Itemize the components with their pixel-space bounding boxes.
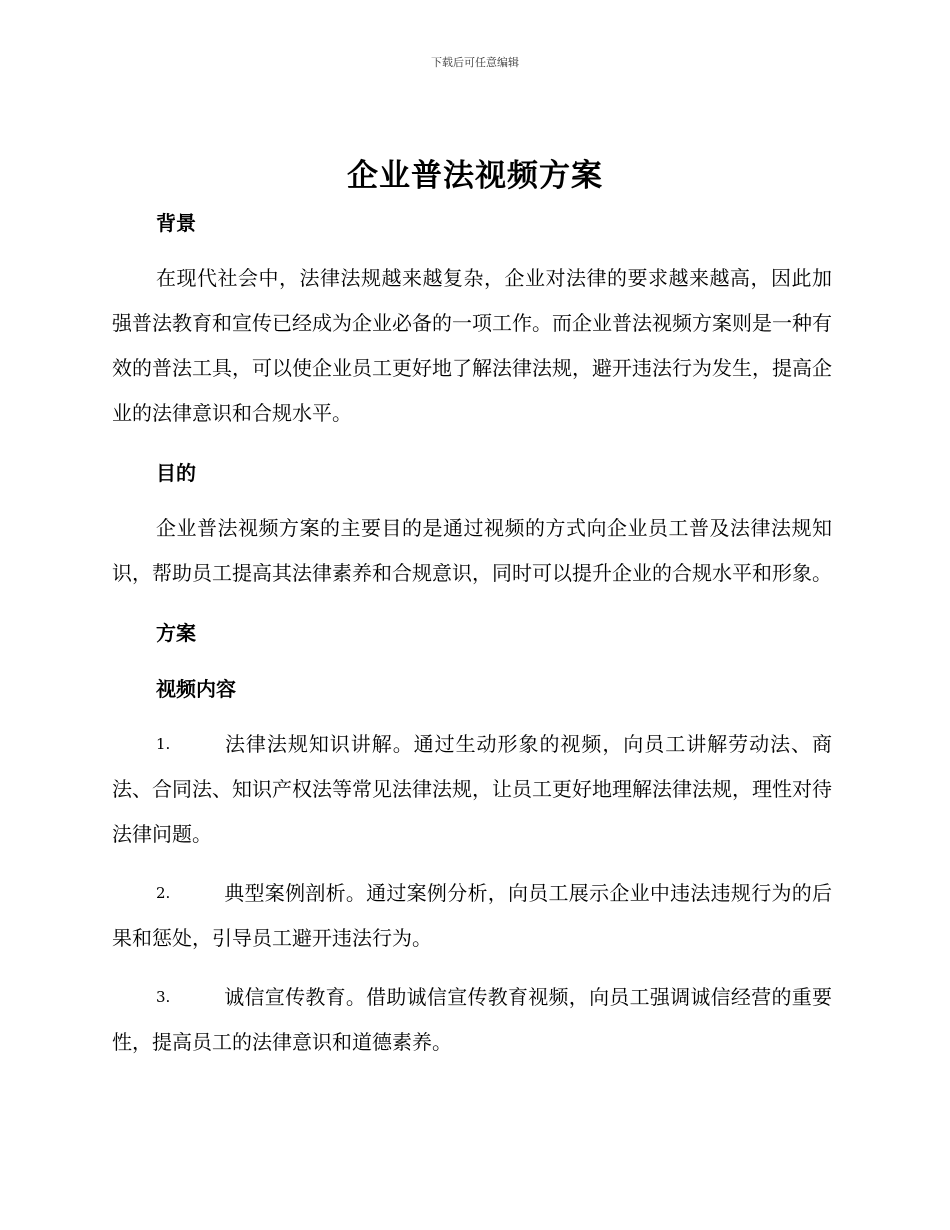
document-title: 企业普法视频方案 (347, 158, 603, 194)
paragraph-purpose: 企业普法视频方案的主要目的是通过视频的方式向企业员工普及法律法规知识，帮助员工提高其法律素养和合规意识，同时可以提升企业的合规水平和形象。 (112, 516, 832, 585)
section-heading-purpose: 目的 (156, 461, 196, 485)
list-item (112, 871, 832, 961)
list-item-text: 典型案例剖析。通过案例分析，向员工展示企业中违法违规行为的后果和惩处，引导员工避开违法行为。 (112, 881, 832, 950)
list-item-text: 法律法规知识讲解。通过生动形象的视频，向员工讲解劳动法、商法、合同法、知识产权法等常见法律法规，让员工更好地理解法律法规，理性对待法律问题。 (112, 732, 832, 846)
list-item (112, 975, 832, 1065)
section-heading-plan: 方案 (156, 621, 196, 645)
list-number: 2. (156, 884, 171, 902)
document-body (112, 200, 832, 1065)
paragraph-background: 在现代社会中，法律法规越来越复杂，企业对法律的要求越来越高，因此加强普法教育和宣传已经成为企业必备的一项工作。而企业普法视频方案则是一种有效的普法工具，可以使企业员工更好地了解法律法规，避开违法行为发生，提高企业的法律意识和合规水平。 (112, 266, 832, 425)
list-number: 3. (156, 988, 171, 1006)
header-note: 下载后可任意编辑 (431, 56, 519, 69)
subheading-video-content: 视频内容 (156, 677, 236, 701)
section-heading-background: 背景 (156, 211, 196, 235)
list-item (112, 722, 832, 857)
list-number: 1. (156, 735, 171, 753)
list-item-text: 诚信宣传教育。借助诚信宣传教育视频，向员工强调诚信经营的重要性，提高员工的法律意识和道德素养。 (112, 985, 832, 1054)
